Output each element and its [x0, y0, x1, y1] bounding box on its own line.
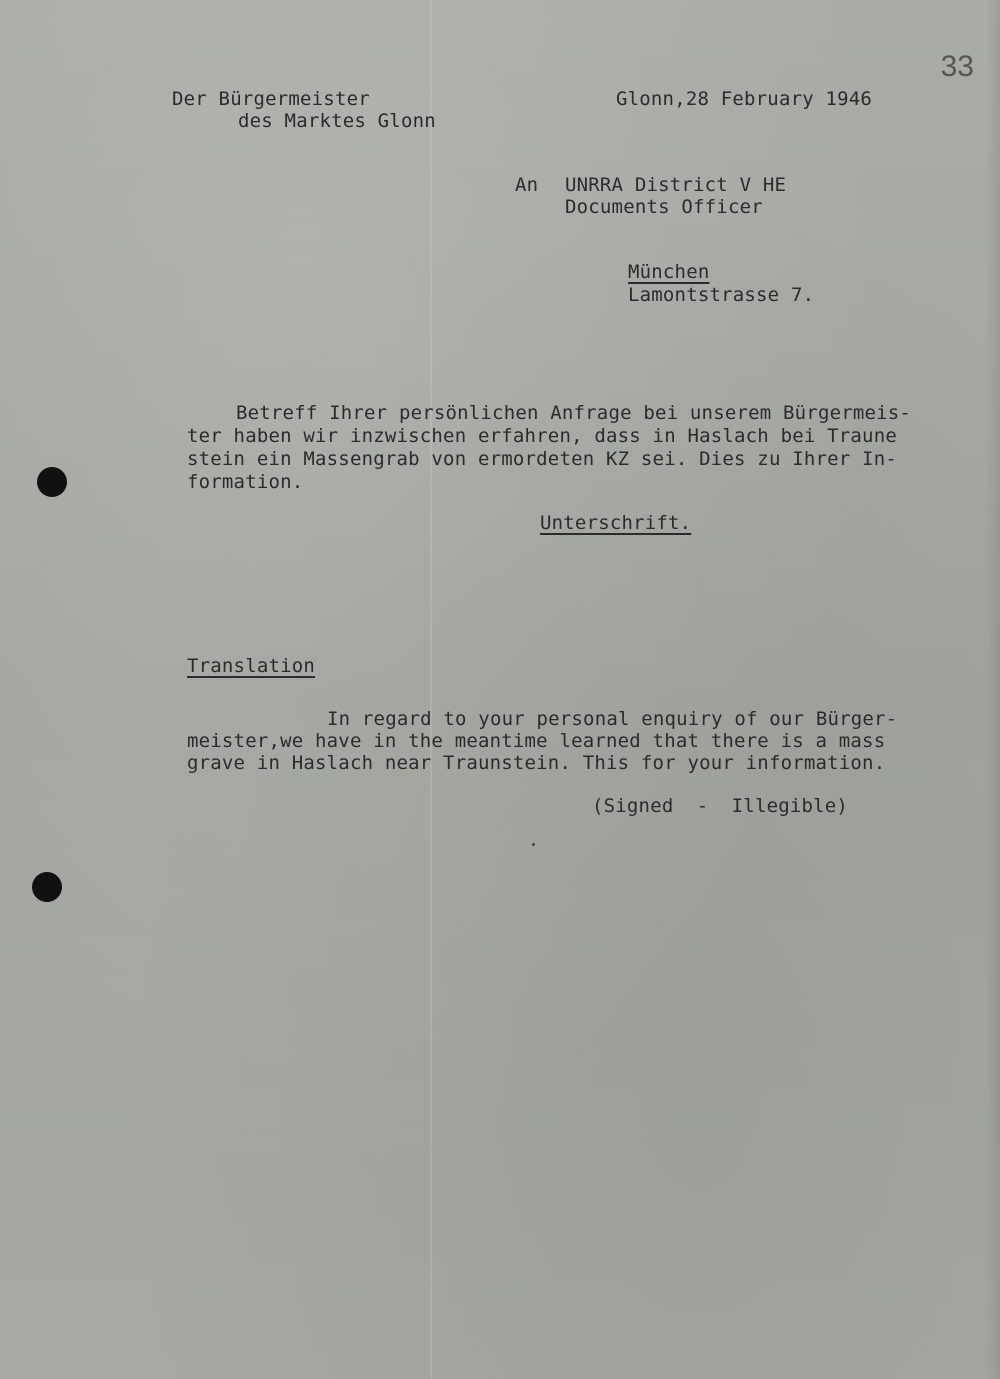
recipient-line-1: UNRRA District V HE: [565, 174, 787, 196]
signed-note: (Signed - Illegible): [592, 795, 849, 817]
paper-fold-line: [430, 0, 432, 1379]
recipient-line-2: Documents Officer: [565, 196, 763, 218]
recipient-prefix: An: [515, 174, 539, 196]
signature-label: Unterschrift.: [540, 512, 692, 534]
sender-line-1: Der Bürgermeister: [172, 88, 370, 110]
letter-date: Glonn,28 February 1946: [616, 88, 873, 110]
page-number: 33: [940, 50, 974, 83]
german-body-line-4: formation.: [187, 471, 304, 493]
ink-speck: [532, 843, 535, 846]
english-body-line-1: In regard to your personal enquiry of our Bürger-: [327, 708, 898, 730]
german-body-line-2: ter haben wir inzwischen erfahren, dass in Haslach bei Traune: [187, 425, 897, 447]
translation-heading: Translation: [187, 655, 316, 677]
english-body-line-2: meister,we have in the meantime learned that there is a mass: [187, 730, 886, 752]
punch-hole-bottom: [32, 872, 62, 902]
sender-line-2: des Marktes Glonn: [238, 110, 436, 132]
german-body-line-3: stein ein Massengrab von ermordeten KZ sei. Dies zu Ihrer In-: [187, 448, 897, 470]
punch-hole-top: [37, 467, 67, 497]
recipient-street: Lamontstrasse 7.: [628, 284, 815, 306]
english-body-line-3: grave in Haslach near Traunstein. This for your information.: [187, 752, 886, 774]
recipient-city: München: [628, 261, 710, 283]
paper-edge-shadow: [986, 0, 1000, 1379]
german-body-line-1: Betreff Ihrer persönlichen Anfrage bei unserem Bürgermeis-: [236, 402, 912, 424]
